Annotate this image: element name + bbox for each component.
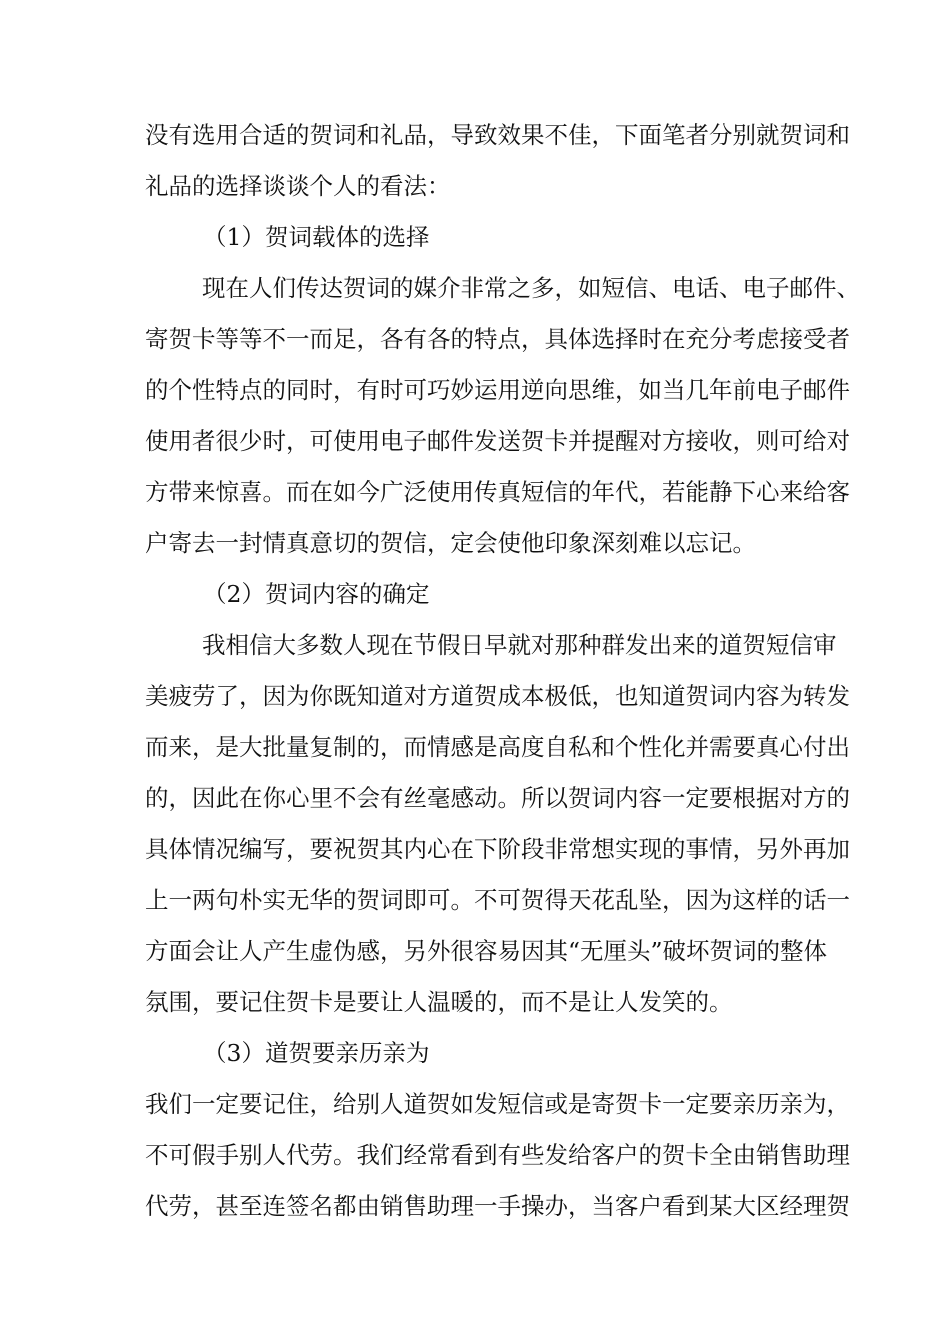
text-line: 方面会让人产生虚伪感，另外很容易因其“无厘头”破坏贺词的整体 xyxy=(145,937,828,965)
text-line: 没有选用合适的贺词和礼品，导致效果不佳，下面笔者分别就贺词和 xyxy=(145,121,850,149)
text-line: 氛围，要记住贺卡是要让人温暖的，而不是让人发笑的。 xyxy=(145,988,733,1016)
text-line: 现在人们传达贺词的媒介非常之多，如短信、电话、电子邮件、 xyxy=(202,274,860,302)
text-line: 的个性特点的同时，有时可巧妙运用逆向思维，如当几年前电子邮件 xyxy=(145,376,850,404)
text-line: 不可假手别人代劳。我们经常看到有些发给客户的贺卡全由销售助理 xyxy=(145,1141,850,1169)
text-line: 美疲劳了，因为你既知道对方道贺成本极低，也知道贺词内容为转发 xyxy=(145,682,850,710)
text-line: 代劳，甚至连签名都由销售助理一手操办，当客户看到某大区经理贺 xyxy=(145,1192,850,1220)
section-heading: （1）贺词载体的选择 xyxy=(203,223,430,251)
text-line: 使用者很少时，可使用电子邮件发送贺卡并提醒对方接收，则可给对 xyxy=(145,427,850,455)
text-line: 户寄去一封情真意切的贺信，定会使他印象深刻难以忘记。 xyxy=(145,529,756,557)
text-line: 的，因此在你心里不会有丝毫感动。所以贺词内容一定要根据对方的 xyxy=(145,784,850,812)
text-line: 方带来惊喜。而在如今广泛使用传真短信的年代，若能静下心来给客 xyxy=(145,478,850,506)
text-line: 我相信大多数人现在节假日早就对那种群发出来的道贺短信审 xyxy=(202,631,837,659)
text-line: 我们一定要记住，给别人道贺如发短信或是寄贺卡一定要亲历亲为， xyxy=(145,1090,850,1118)
section-heading: （3）道贺要亲历亲为 xyxy=(203,1039,430,1067)
text-line: 寄贺卡等等不一而足，各有各的特点，具体选择时在充分考虑接受者 xyxy=(145,325,850,353)
text-line: 上一两句朴实无华的贺词即可。不可贺得天花乱坠，因为这样的话一 xyxy=(145,886,850,914)
text-line: 礼品的选择谈谈个人的看法： xyxy=(145,172,451,200)
section-heading: （2）贺词内容的确定 xyxy=(203,580,430,608)
text-line: 而来，是大批量复制的，而情感是高度自私和个性化并需要真心付出 xyxy=(145,733,850,761)
text-line: 具体情况编写，要祝贺其内心在下阶段非常想实现的事情，另外再加 xyxy=(145,835,850,863)
